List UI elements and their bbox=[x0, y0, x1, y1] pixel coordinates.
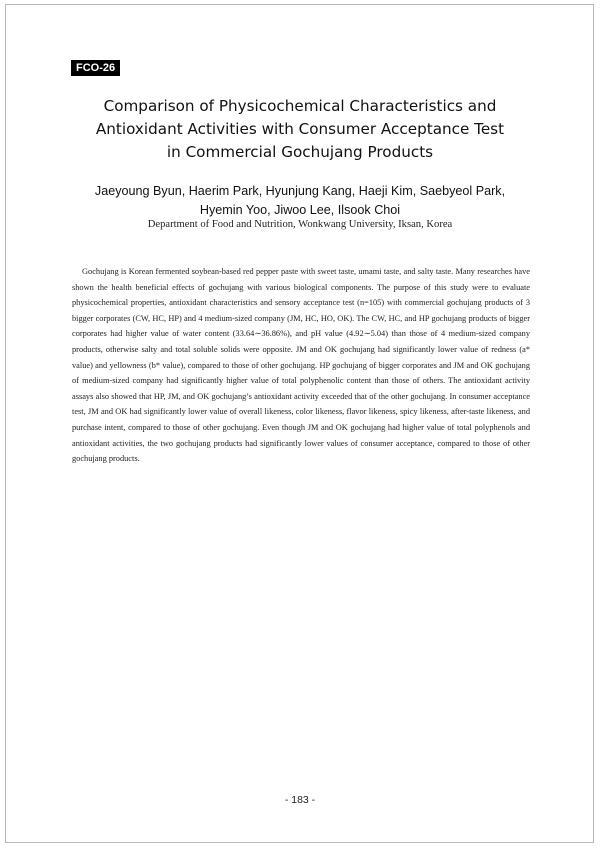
paper-title bbox=[60, 95, 540, 164]
title-line: Comparison of Physicochemical Characteristics and bbox=[103, 97, 497, 115]
author-line: Jaeyoung Byun, Haerim Park, Hyunjung Kang, Haeji Kim, Saebyeol Park, bbox=[94, 184, 506, 198]
title-line: Antioxidant Activities with Consumer Acceptance Test bbox=[95, 120, 505, 138]
author-line: Hyemin Yoo, Jiwoo Lee, Ilsook Choi bbox=[199, 203, 401, 217]
affiliation: Department of Food and Nutrition, Wonkwang University, Iksan, Korea bbox=[147, 219, 453, 230]
session-code-badge: FCO-26 bbox=[71, 60, 120, 76]
page-number: - 183 - bbox=[284, 794, 316, 806]
author-list bbox=[60, 182, 540, 220]
abstract-text: Gochujang is Korean fermented soybean-based red pepper paste with sweet taste, umami taste, and salty taste. Many researches have shown the health beneficial effects of gochujang with various biological components. The purpose of this study were to evaluate physicochemical properties, antioxidant characteristics and sensory acceptance test (n=105) with commercial gochujang products of 3 bigger corporates (CW, HC, HP) and 4 medium-sized company (JM, HC, HO, OK). The CW, HC, and HP gochujang products of bigger corporates had higher value of water content (33.64∼36.86%), and pH value (4.92∼5.04) than those of 4 medium-sized company products, otherwise salty and total soluble solids were opposite. JM and OK gochujang had significantly lower value of redness (a* value) and yellowness (b* value), compared to those of other gochujang. HP gochujang of bigger corporates and JM and OK gochujang of medium-sized company had significantly higher value of total polyphenolic content than those of others. The antioxidant activity assays also showed that HP, JM, and OK gochujang’s antioxidant activity exceeded that of the other gochujang. In consumer acceptance test, JM and OK had significantly lower value of overall likeness, color likeness, flavor likeness, spicy likeness, after-taste likeness, and purchase intent, compared to those of other gochujang. Even though JM and OK gochujang had higher value of total polyphenols and antioxidant activities, the two gochujang products had significantly lower values of consumer acceptance, compared to those of other gochujang products. bbox=[72, 267, 530, 464]
title-line: in Commercial Gochujang Products bbox=[166, 143, 434, 161]
